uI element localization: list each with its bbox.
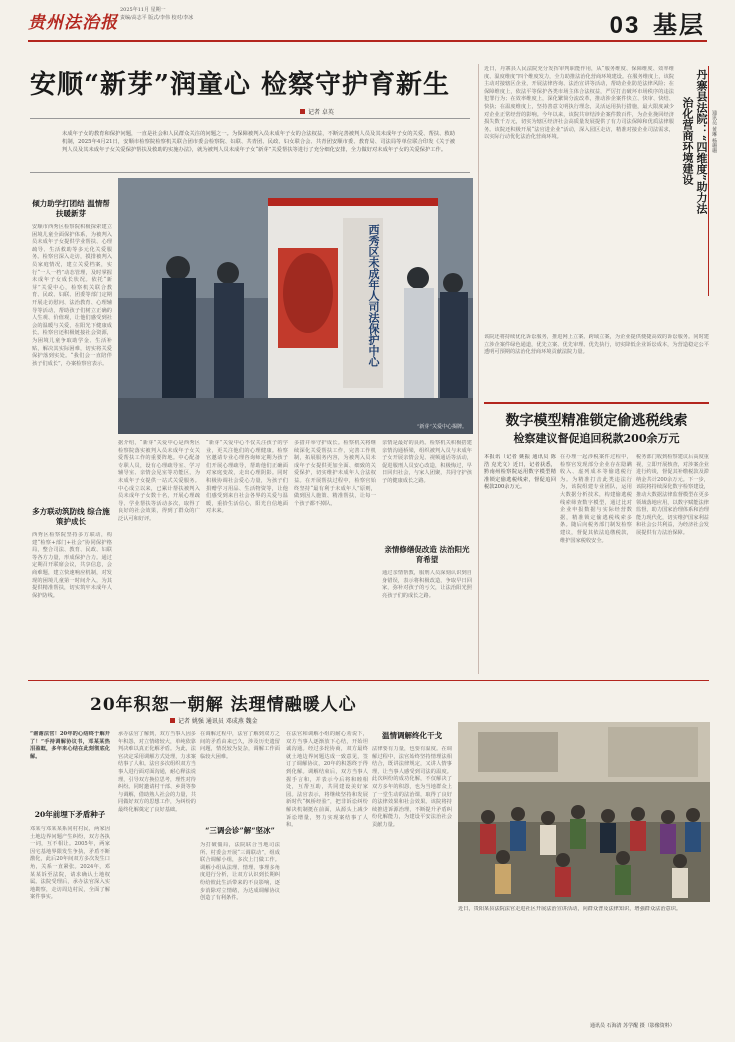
article1-body-col4: 多措并举守护成长。检察机关将继续深化关爱帮扶工作，完善工作机制，拓展服务内容，为被判入员未成年子女提供更加全面、细致的关爱保护，切实维护未成年人合法权益。在开展帮扶过程中，检察官始终坚持“最有利于未成年人”原则，做到因人施策、精准帮扶，让每一个孩子都不掉队。 xyxy=(294,440,376,507)
article2-title-line2: 检察建议督促追回税款200余万元 xyxy=(513,432,680,445)
article1-reporter: 记者 卓英 xyxy=(300,107,334,116)
article2-body-col2: 在办理一起涉税案件过程中，检察官发现部分企业存在隐瞒收入、虚列成本等偷逃税行为。为精准打击此类违法行为，该院组建专业团队，运用大数据分析技术，构建偷逃税线索筛查数字模型，通过比对企业申报数据与实际经营数据，精准锁定偷逃税线索多条。随后向税务部门制发检察建议，督促其依法追缴税款，维护国家税收安全。 xyxy=(560,454,632,544)
sidebar-body: 近日，丹寨县人民法院充分发挥审判职能作用，从“服务维度、保障维度、效率维度、温度维度”四个维度发力，全力助推法治化营商环境建设。在服务维度上，该院主动对接辖区企业，开展法律咨询、法治宣讲等活动，帮助企业防范法律风险；在保障维度上，依法平等保护各类市场主体合法权益，严厉打击破坏市场秩序的违法犯罪行为；在效率维度上，深化繁简分流改革，推动涉企案件快立、快审、快结、快执；在温度维度上，坚持善意文明执行理念，灵活运用执行措施，最大限度减少对企业正常经营的影响。今年以来，该院共审结涉企案件数百件，为企业挽回经济损失数千万元，切实为辖区经济社会高质量发展提供了有力司法保障和优质法律服务。该院还积极开展“法官进企业”活动，深入园区走访，精准对接企业司法需求，以实际行动优化法治化营商环境。 xyxy=(484,66,674,141)
issue-meta xyxy=(120,6,193,22)
article1-body-col2: 据介绍，“新芽”关爱中心是西秀区检察院落实被判入员未成年子女关爱帮扶工作的重要阵地。中心配备专职人员，设有心理疏导室、学习辅导室、亲情会见室等功能区，为未成年子女提供一站式关爱服务。中心成立以来，已累计帮扶被判入员未成年子女数十名，开展心理疏导、学业帮扶等活动多次，取得了良好的社会效果，得到了群众的广泛认可和好评。 xyxy=(118,440,200,522)
article1-body-col3: “新芽”关爱中心不仅关注孩子的学业，更关注他们的心理健康。检察官邀请专业心理咨询师定期为孩子们开展心理疏导，帮助他们正确面对家庭变故，走出心理阴影。同时积极协调社会爱心力量，为孩子们捐赠学习用品、生活物资等，让他们感受到来自社会各界的关爱与温暖，重拾生活信心，阳光自信地面对未来。 xyxy=(206,440,288,515)
page-label xyxy=(610,5,705,40)
article2-byline: 本报讯（记者 姚振 通讯员 陈浩 克光文）近日，记者获悉，黔南州检察院运用数字模型精准锁定偷逃税线索，督促追回税款200余万元。 xyxy=(484,454,556,491)
rule xyxy=(30,118,470,119)
article3-photo xyxy=(458,722,710,902)
sidebar-body-2: 该院还将持续优化诉讼服务，推进网上立案、跨域立案，为企业提供便捷高效的诉讼服务。同时建立涉企案件绿色通道，优先立案、优先审理、优先执行，切实降低企业诉讼成本，为营造稳定公平透明可预期的法治化营商环境贡献法院力量。 xyxy=(484,334,709,356)
article1-photo-caption: “新芽”关爱中心揭牌。 xyxy=(416,424,467,430)
rule xyxy=(484,402,709,404)
article3-subhead-1: 20年前埋下矛盾种子 xyxy=(34,810,106,819)
article3-subhead-2: “三调会诊”解“坚冰” xyxy=(205,826,275,835)
article3-photo-credit: 通讯员 石海清 苏学醒 摄（影像资料） xyxy=(590,1023,675,1029)
article3-photo-caption: 近日，贵阳某县法院法官走进社区开展法治宣讲活动，向群众普及法律知识，增强群众法治意识。 xyxy=(458,906,682,912)
article3-subhead-3: 温情调解终化干戈 xyxy=(382,731,442,740)
page-section: 基层 xyxy=(653,12,705,39)
section-rule xyxy=(28,680,709,681)
header-rule xyxy=(28,40,707,42)
article1-photo xyxy=(118,178,473,434)
editor-credits: 责编/高志平 版式/李伟 校对/李冰 xyxy=(120,15,194,21)
article2-body-col3: 税务部门收到检察建议后高度重视，立即开展核查，对涉案企业进行约谈，督促其补缴税款及滞纳金共计200余万元。下一步，该院将持续深化数字检察建设，推动大数据法律监督模型在更多领域落地应用，以数字赋能法律监督，助力国家治理体系和治理能力现代化，切实维护国家利益和社会公共利益，为经济社会发展提供有力法治保障。 xyxy=(636,454,709,536)
article3-body-col1: 邓某与邓某某系同村村民，两家因土地边界问题产生纠纷，双方各执一词，互不相让。2005年，两家因宅基地界限发生争执，矛盾不断激化，此后20年间双方多次发生口角，关系一直紧张。2024年，邓某某诉至法院，请求确认土地权属。法院受理后，承办法官深入实地勘察，走访周边村民，全面了解案件事实。 xyxy=(30,826,110,901)
article1-lead: 未成年子女的教育和保护问题，一直是社会和人民群众关注的问题之一。为保障被判入员未成年子女的合法权益，不断完善被判人员及其未成年子女的关爱、帮扶、救助机制，2025年4月21日，安顺市检察院检察机关联合团市委会检察院、妇联、共青团、民政、妇女联合会、共青团安顺市委、教育局、司法局等单位联合印发《关于被判人员及其未成年子女关爱保护帮扶及救助的实施办法》，就为被判人员未成年子女“新芽”关爱帮扶等进行了充分细化安排，全力做好对未成年子女的关爱保护工作。 xyxy=(62,131,455,153)
sidebar-byline: 通讯员 黄琳 杨珊珊 xyxy=(711,110,717,154)
newspaper-logo: 贵州法治报 xyxy=(28,13,118,33)
article3-body-col5: 法律要有力量，也要有温度。在调解过程中，法官始终坚持情理法相结合，既讲法律规定，又讲人情事理，让当事人感受到司法的温度。此次纠纷的成功化解，不仅解决了双方多年的积怨，也为当地群众上了一堂生动的法治课，取得了良好的法律效果和社会效果。该院将持续推进诉源治理，不断提升矛盾纠纷化解能力，为建设平安法治社会贡献力量。 xyxy=(372,746,452,828)
column-divider xyxy=(478,64,479,674)
sidebar-title: 丹寨县法院：“四维度”助力法治化营商环境建设 xyxy=(681,68,708,214)
article1-body-col1: 安顺市西秀区检察院积极探索建立困境儿童全面保护体系，为被判入员未成年子女提供学业帮扶、心理疏导、生活救助等多元化关爱服务。检察官深入走访，摸排被判入员家庭情况，建立关爱档案，实行“一人一档”动态管理，及时掌握未成年子女成长状况。依托“新芽”关爱中心，检察机关联合教育、民政、妇联、团委等部门定期开展走访慰问、法治教育、心理辅导等活动，帮助孩子们树立正确的人生观、价值观，让他们感受到社会的温暖与关爱，在阳光下健康成长。检察官还积极链接社会资源，为困境儿童争取助学金、生活补贴，解决其实际困难，切实将关爱保护落到实处。“我们会一直陪伴孩子们成长”，办案检察官表示。 xyxy=(32,224,112,367)
sidebar-title-rule xyxy=(708,66,709,296)
article1-body-col1b: 西秀区检察院坚持多方联动，构建“检察+部门+社会”协同保护格局，整合司法、教育、民政、妇联等各方力量，形成保护合力。通过定期召开联席会议，共享信息，会商难题，建立快速响应机制，对发现的困境儿童第一时间介入，为其提供精准帮扶，切实筑牢未成年人保护防线。 xyxy=(32,532,112,599)
article3-body-col2: 承办法官了解到，双方当事人因多年积怨，对立情绪较大，单纯依靠判决难以真正化解矛盾。为此，法官决定采用调解方式处理，力求案结事了人和。法官多次组织双方当事人进行面对面沟通，耐心释法说理，引导双方换位思考，理性对待纠纷。同时邀请村干部、乡贤等参与调解，借助熟人社会的力量，共同做好双方的思想工作，为纠纷的最终化解奠定了良好基础。 xyxy=(118,731,196,813)
community-lecture-image xyxy=(458,722,710,902)
unveiling-ceremony-image xyxy=(118,178,473,434)
article3-body-col3b: 为打破僵局，法院联合当地司法所、村委会开展“三调联动”，组成联合调解小组，多次上门做工作。调解小组从法理、情理、事理多角度进行分析，让双方认识到长期纠纷给彼此生活带来的不良影响，逐步消除对立情绪，为达成调解协议创造了有利条件。 xyxy=(200,842,280,902)
article1-subhead-1: 倾力助学打团结 温情帮扶暖新芽 xyxy=(32,199,110,218)
article3-lead: “谢谢法官！20年的心结终于解开了！”手持调解协议书，邓某某热泪盈眶，多年来心结在此刻彻底化解。 xyxy=(30,731,110,760)
photo-sign-text: 西秀区未成年人司法保护中心 xyxy=(367,224,380,367)
issue-date: 2025年11月 星期一 xyxy=(120,7,166,13)
article3-title: 20年积恕一朝解 法理情融暖人心 xyxy=(90,695,357,715)
article2-title-line1: 数字模型精准锁定偷逃税线索 xyxy=(505,413,688,429)
article1-body-col5b: 通过亲情帮教，服刑人员深刻认识到自身错误，表示将积极改造，争取早日回家，弥补对孩子的亏欠，让法治阳光照亮孩子们的成长之路。 xyxy=(382,570,472,599)
article1-body-col5a: 亲情是最好的良药。检察机关积极搭建亲情沟通桥梁，组织被判入员与未成年子女开展亲情会见、视频通话等活动，促进服刑人员安心改造，积极悔过，早日回归社会，与家人团聚，共同守护孩子的健康成长之路。 xyxy=(382,440,472,484)
article1-subhead-2: 多方联动筑防线 综合施策护成长 xyxy=(32,507,110,526)
article1-subhead-3: 亲情修缮促改造 法治阳光育希望 xyxy=(384,545,470,564)
article3-body-col4: 在法官和调解小组的耐心劝说下，双方当事人逐渐放下心结，开始坦诚沟通。经过多轮协商，双方最终就土地边界问题达成一致意见，签订了调解协议，20年的积怨终于得到化解。调解结束后，双方当事人握手言和，并表示今后将和睦相处，互帮互助，共同建设美好家园。法官表示，将继续坚持和发展新时代“枫桥经验”，把非诉讼纠纷解决机制挺在前面，从源头上减少诉讼增量，努力实现案结事了人和。 xyxy=(286,731,368,829)
article3-body-col3a: 在调解过程中，法官了解到双方之间的矛盾由来已久，涉及历史遗留问题，情况较为复杂，调解工作面临较大困难。 xyxy=(200,731,280,760)
page-number: 03 xyxy=(609,12,641,39)
rule xyxy=(30,172,470,173)
article1-title: 安顺“新芽”润童心 检察守护育新生 xyxy=(30,70,450,100)
article3-reporter: 记者 姚强 通讯员 邓成燕 魏金 xyxy=(170,716,258,725)
